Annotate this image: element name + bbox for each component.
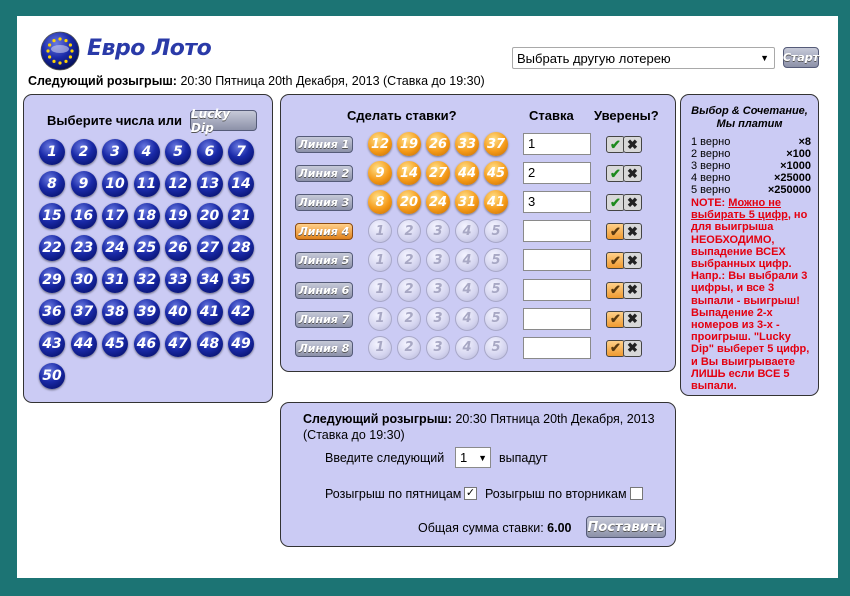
stake-input[interactable] — [523, 279, 591, 301]
payout-row — [691, 184, 811, 196]
chevron-down-icon: ▼ — [478, 453, 487, 463]
line-ball[interactable]: 2 — [397, 248, 421, 272]
number-ball[interactable]: 43 — [39, 331, 65, 357]
line-ball[interactable]: 3 — [426, 219, 450, 243]
number-ball[interactable]: 45 — [102, 331, 128, 357]
line-ball[interactable]: 1 — [368, 219, 392, 243]
bet-line-row — [295, 161, 665, 185]
stake-input[interactable]: 2 — [523, 162, 591, 184]
check-icon[interactable]: ✔ — [606, 223, 625, 240]
number-ball[interactable]: 27 — [197, 235, 223, 261]
tuesday-draw-checkbox[interactable] — [630, 487, 643, 500]
number-ball[interactable]: 40 — [165, 299, 191, 325]
number-ball[interactable]: 30 — [71, 267, 97, 293]
note-text: , но для выигрыша НЕОБХОДИМО, выпадение ВСЕХ выбранных цифр. Напр.: Вы выбрали 3 цифры, и все 3 выпали - выигрыш! Выпадение 2-х номеров из 3-х - проигрыш. "Lucky Dip" выберет 5 цифр, и Вы выигрываете ЛИШЬ если ВСЕ 5 выпали. — [691, 209, 810, 393]
line-ball[interactable]: 19 — [397, 132, 421, 156]
line-ball[interactable]: 2 — [397, 336, 421, 360]
line-ball[interactable]: 5 — [484, 336, 508, 360]
line-ball[interactable]: 41 — [484, 190, 508, 214]
line-ball[interactable]: 5 — [484, 219, 508, 243]
line-button[interactable]: Линия 4 — [295, 223, 353, 240]
note-link[interactable]: Можно не выбирать 5 цифр — [691, 197, 788, 222]
bet-lines-panel — [280, 94, 676, 372]
number-picker-panel — [23, 94, 273, 403]
line-ball[interactable]: 4 — [455, 278, 479, 302]
number-ball[interactable]: 44 — [71, 331, 97, 357]
confirm-header: Уверены? — [594, 108, 659, 123]
line-button[interactable]: Линия 6 — [295, 282, 353, 299]
line-ball[interactable]: 26 — [426, 132, 450, 156]
payout-row — [691, 136, 811, 148]
number-ball[interactable]: 22 — [39, 235, 65, 261]
line-button[interactable]: Линия 3 — [295, 194, 353, 211]
line-ball[interactable]: 5 — [484, 278, 508, 302]
cross-icon[interactable]: ✖ — [623, 340, 642, 357]
confirm-toggle[interactable] — [606, 223, 644, 240]
stake-input[interactable] — [523, 308, 591, 330]
number-ball[interactable]: 47 — [165, 331, 191, 357]
line-ball[interactable]: 4 — [455, 307, 479, 331]
number-ball[interactable]: 4 — [134, 139, 160, 165]
summary-next-draw-value: 20:30 Пятница 20th Декабря, 2013 (Ставка до 19:30) — [303, 412, 655, 442]
number-ball[interactable]: 13 — [197, 171, 223, 197]
bet-line-row — [295, 307, 665, 331]
payout-multiplier: ×100 — [786, 148, 811, 160]
number-ball[interactable]: 37 — [71, 299, 97, 325]
number-ball[interactable]: 24 — [102, 235, 128, 261]
number-ball[interactable]: 5 — [165, 139, 191, 165]
confirm-toggle[interactable] — [606, 194, 644, 211]
number-ball[interactable]: 9 — [71, 171, 97, 197]
number-ball[interactable]: 39 — [134, 299, 160, 325]
number-ball[interactable]: 2 — [71, 139, 97, 165]
number-ball[interactable]: 42 — [228, 299, 254, 325]
number-ball[interactable]: 29 — [39, 267, 65, 293]
line-ball[interactable]: 44 — [455, 161, 479, 185]
draws-count-select[interactable] — [455, 447, 491, 468]
line-ball[interactable]: 9 — [368, 161, 392, 185]
line-ball[interactable]: 5 — [484, 307, 508, 331]
total-stake — [418, 521, 572, 535]
line-button[interactable]: Линия 5 — [295, 252, 353, 269]
draws-count-value: 1 — [460, 450, 468, 465]
cross-icon[interactable]: ✖ — [623, 165, 642, 182]
payout-multiplier: ×25000 — [773, 172, 811, 184]
line-ball[interactable]: 33 — [455, 132, 479, 156]
next-draw-label: Следующий розыгрыш: — [28, 74, 177, 88]
line-ball[interactable]: 3 — [426, 336, 450, 360]
confirm-toggle[interactable] — [606, 311, 644, 328]
stake-input[interactable] — [523, 249, 591, 271]
cross-icon[interactable]: ✖ — [623, 282, 642, 299]
cross-icon[interactable]: ✖ — [623, 136, 642, 153]
bet-line-row — [295, 278, 665, 302]
number-ball[interactable]: 35 — [228, 267, 254, 293]
payout-multiplier: ×1000 — [780, 160, 811, 172]
check-icon[interactable]: ✔ — [606, 194, 625, 211]
line-ball[interactable]: 1 — [368, 336, 392, 360]
make-bets-header: Сделать ставки? — [347, 108, 457, 123]
number-ball[interactable]: 50 — [39, 363, 65, 389]
line-ball[interactable]: 8 — [368, 190, 392, 214]
line-ball[interactable]: 3 — [426, 248, 450, 272]
line-button[interactable]: Линия 1 — [295, 136, 353, 153]
lottery-select-value: Выбрать другую лотерею — [517, 51, 671, 66]
payout-row — [691, 148, 811, 160]
number-ball[interactable]: 48 — [197, 331, 223, 357]
check-icon[interactable]: ✔ — [606, 136, 625, 153]
number-ball[interactable]: 34 — [197, 267, 223, 293]
cross-icon[interactable]: ✖ — [623, 223, 642, 240]
number-ball[interactable]: 46 — [134, 331, 160, 357]
line-button[interactable]: Линия 2 — [295, 165, 353, 182]
number-ball[interactable]: 10 — [102, 171, 128, 197]
friday-draw-checkbox[interactable]: ✓ — [465, 487, 476, 499]
number-ball[interactable]: 23 — [71, 235, 97, 261]
euro-stars-logo-icon — [40, 31, 80, 71]
chevron-down-icon: ▼ — [760, 53, 769, 63]
line-ball[interactable]: 45 — [484, 161, 508, 185]
stake-header: Ставка — [529, 108, 574, 123]
line-button[interactable]: Линия 8 — [295, 340, 353, 357]
check-icon[interactable]: ✔ — [606, 311, 625, 328]
number-ball[interactable]: 36 — [39, 299, 65, 325]
tuesday-draw-label: Розыгрыш по вторникам — [485, 487, 627, 501]
number-ball[interactable]: 6 — [197, 139, 223, 165]
line-button[interactable]: Линия 7 — [295, 311, 353, 328]
total-stake-label: Общая сумма ставки: — [418, 521, 544, 535]
stake-input[interactable]: 1 — [523, 133, 591, 155]
bet-line-row — [295, 190, 665, 214]
payout-label: 1 верно — [691, 136, 731, 148]
number-ball[interactable]: 18 — [134, 203, 160, 229]
number-ball[interactable]: 15 — [39, 203, 65, 229]
next-draw-header — [28, 74, 485, 88]
line-ball[interactable]: 5 — [484, 248, 508, 272]
number-ball[interactable]: 33 — [165, 267, 191, 293]
number-ball[interactable]: 26 — [165, 235, 191, 261]
number-ball[interactable]: 32 — [134, 267, 160, 293]
line-ball[interactable]: 20 — [397, 190, 421, 214]
summary-next-draw — [303, 411, 663, 443]
line-ball[interactable]: 1 — [368, 248, 392, 272]
place-bet-button[interactable]: Поставить — [586, 516, 666, 538]
brand-title: Евро Лото — [87, 36, 212, 61]
summary-next-draw-label: Следующий розыгрыш: — [303, 412, 452, 426]
payout-label: 4 верно — [691, 172, 731, 184]
bet-line-row — [295, 132, 665, 156]
picker-title: Выберите числа или — [47, 113, 183, 128]
number-ball[interactable]: 38 — [102, 299, 128, 325]
confirm-toggle[interactable] — [606, 252, 644, 269]
number-ball[interactable]: 16 — [71, 203, 97, 229]
summary-panel — [280, 402, 676, 547]
line-ball[interactable]: 1 — [368, 278, 392, 302]
confirm-toggle[interactable] — [606, 282, 644, 299]
number-ball[interactable]: 8 — [39, 171, 65, 197]
line-ball[interactable]: 2 — [397, 307, 421, 331]
number-ball[interactable]: 41 — [197, 299, 223, 325]
payout-label: 3 верно — [691, 160, 731, 172]
line-ball[interactable]: 2 — [397, 219, 421, 243]
payout-multiplier: ×250000 — [767, 184, 811, 196]
note-prefix: NOTE: — [691, 197, 729, 209]
line-ball[interactable]: 24 — [426, 190, 450, 214]
number-ball[interactable]: 25 — [134, 235, 160, 261]
check-icon[interactable]: ✔ — [606, 282, 625, 299]
draws-count-label: Введите следующий — [325, 451, 445, 465]
line-ball[interactable]: 3 — [426, 278, 450, 302]
payout-row — [691, 160, 811, 172]
number-ball[interactable]: 49 — [228, 331, 254, 357]
number-ball[interactable]: 28 — [228, 235, 254, 261]
check-icon[interactable]: ✔ — [606, 252, 625, 269]
start-button[interactable]: Старт — [783, 47, 819, 68]
number-ball[interactable]: 19 — [165, 203, 191, 229]
check-icon[interactable]: ✔ — [606, 165, 625, 182]
line-ball[interactable]: 4 — [455, 336, 479, 360]
confirm-toggle[interactable] — [606, 340, 644, 357]
confirm-toggle[interactable] — [606, 165, 644, 182]
cross-icon[interactable]: ✖ — [623, 194, 642, 211]
lottery-select[interactable] — [512, 47, 775, 69]
line-ball[interactable]: 12 — [368, 132, 392, 156]
check-icon[interactable]: ✔ — [606, 340, 625, 357]
payout-multiplier: ×8 — [798, 136, 811, 148]
payout-note — [691, 197, 815, 392]
stake-input[interactable]: 3 — [523, 191, 591, 213]
number-ball[interactable]: 11 — [134, 171, 160, 197]
bet-line-row — [295, 248, 665, 272]
stake-input[interactable] — [523, 220, 591, 242]
line-ball[interactable]: 37 — [484, 132, 508, 156]
payout-label: 2 верно — [691, 148, 731, 160]
confirm-toggle[interactable] — [606, 136, 644, 153]
number-ball[interactable]: 3 — [102, 139, 128, 165]
payout-title-line2: Мы платим — [716, 118, 783, 130]
line-ball[interactable]: 3 — [426, 307, 450, 331]
line-ball[interactable]: 27 — [426, 161, 450, 185]
line-ball[interactable]: 4 — [455, 219, 479, 243]
stake-input[interactable] — [523, 337, 591, 359]
line-ball[interactable]: 1 — [368, 307, 392, 331]
bet-line-row — [295, 219, 665, 243]
lucky-dip-button[interactable]: Lucky Dip — [190, 110, 257, 131]
number-ball[interactable]: 1 — [39, 139, 65, 165]
number-ball[interactable]: 21 — [228, 203, 254, 229]
cross-icon[interactable]: ✖ — [623, 311, 642, 328]
payout-label: 5 верно — [691, 184, 731, 196]
payout-title — [681, 105, 818, 131]
number-ball[interactable]: 31 — [102, 267, 128, 293]
line-ball[interactable]: 2 — [397, 278, 421, 302]
cross-icon[interactable]: ✖ — [623, 252, 642, 269]
line-ball[interactable]: 14 — [397, 161, 421, 185]
number-ball[interactable]: 14 — [228, 171, 254, 197]
line-ball[interactable]: 31 — [455, 190, 479, 214]
number-ball[interactable]: 20 — [197, 203, 223, 229]
bet-line-row — [295, 336, 665, 360]
payout-row — [691, 172, 811, 184]
friday-draw-label: Розыгрыш по пятницам — [325, 487, 462, 501]
number-ball[interactable]: 17 — [102, 203, 128, 229]
draws-fall-label: выпадут — [499, 451, 548, 465]
payout-title-line1: Выбор & Сочетание, — [691, 105, 808, 117]
total-stake-value: 6.00 — [547, 521, 572, 535]
number-ball[interactable]: 12 — [165, 171, 191, 197]
next-draw-value: 20:30 Пятница 20th Декабря, 2013 (Ставка до 19:30) — [180, 74, 485, 88]
line-ball[interactable]: 4 — [455, 248, 479, 272]
number-ball[interactable]: 7 — [228, 139, 254, 165]
payout-panel — [680, 94, 819, 396]
